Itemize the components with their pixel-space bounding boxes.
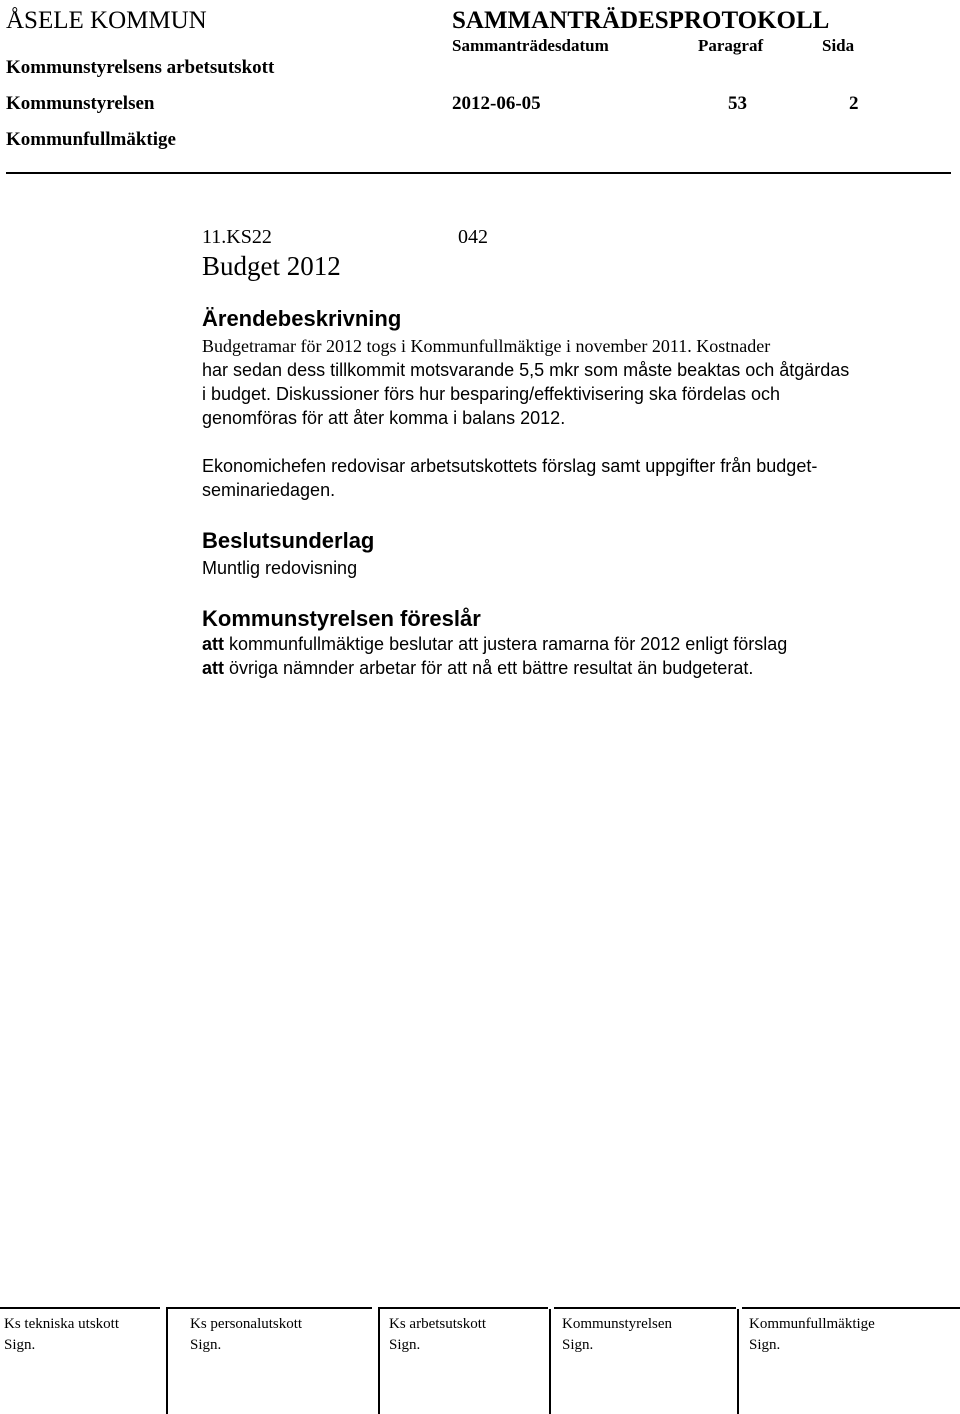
meeting-date: 2012-06-05 xyxy=(452,93,541,114)
basis-heading: Beslutsunderlag xyxy=(202,528,375,553)
footer-rule xyxy=(378,1307,548,1309)
proposal-heading: Kommunstyrelsen föreslår xyxy=(202,606,481,631)
att-keyword: att xyxy=(202,634,224,654)
footer-rule xyxy=(166,1307,372,1309)
proposal-item-2 xyxy=(202,658,753,679)
proposal-text: övriga nämnder arbetar för att nå ett bättre resultat än budgeterat. xyxy=(229,658,754,678)
footer-divider xyxy=(549,1309,551,1414)
footer-rule xyxy=(0,1307,160,1309)
description-line: seminariedagen. xyxy=(202,480,336,500)
sign-label: Sign. xyxy=(190,1337,222,1353)
footer-divider xyxy=(737,1309,739,1414)
sign-label: Sign. xyxy=(389,1337,421,1353)
body-name-ks: Kommunstyrelsen xyxy=(6,93,155,114)
signature-cell xyxy=(4,1314,119,1356)
description-paragraph-1 xyxy=(202,334,922,430)
description-line: har sedan dess tillkommit motsvarande 5,5 mkr som måste beaktas och åtgärdas xyxy=(202,360,850,380)
footer-divider xyxy=(378,1309,380,1414)
proposal-item-1 xyxy=(202,634,787,655)
case-number: 11.KS22 xyxy=(202,226,272,248)
signature-column-title: Ks personalutskott xyxy=(190,1316,303,1332)
page-number: 2 xyxy=(849,93,859,114)
sign-label: Sign. xyxy=(562,1337,594,1353)
description-line: genomföras för att åter komma i balans 2012. xyxy=(202,408,566,428)
signature-cell xyxy=(562,1314,672,1356)
description-line: i budget. Diskussioner förs hur besparing/effektivisering ska fördelas och xyxy=(202,384,780,404)
header-rule xyxy=(6,172,951,174)
body-name-kf: Kommunfullmäktige xyxy=(6,129,176,150)
case-code: 042 xyxy=(458,226,488,248)
sign-label: Sign. xyxy=(4,1337,36,1353)
description-line: Ekonomichefen redovisar arbetsutskottets förslag samt uppgifter från budget- xyxy=(202,456,818,476)
case-title: Budget 2012 xyxy=(202,251,341,281)
document-type: SAMMANTRÄDESPROTOKOLL xyxy=(452,7,830,34)
description-paragraph-2 xyxy=(202,454,922,502)
org-name: ÅSELE KOMMUN xyxy=(6,7,207,34)
description-line: Budgetramar för 2012 togs i Kommunfullmäktige i november 2011. Kostnader xyxy=(202,336,771,356)
signature-column-title: Ks arbetsutskott xyxy=(389,1316,487,1332)
att-keyword: att xyxy=(202,658,224,678)
paragraph-number: 53 xyxy=(728,93,747,114)
basis-text: Muntlig redovisning xyxy=(202,558,358,578)
signature-column-title: Ks tekniska utskott xyxy=(4,1316,119,1332)
signature-cell xyxy=(389,1314,486,1356)
signature-cell xyxy=(190,1314,302,1356)
description-heading: Ärendebeskrivning xyxy=(202,306,402,331)
page-column-label: Sida xyxy=(822,36,855,55)
paragraph-column-label: Paragraf xyxy=(698,36,764,55)
date-column-label: Sammanträdesdatum xyxy=(452,36,609,55)
body-name-au: Kommunstyrelsens arbetsutskott xyxy=(6,57,275,78)
signature-column-title: Kommunstyrelsen xyxy=(562,1316,672,1332)
proposal-text: kommunfullmäktige beslutar att justera ramarna för 2012 enligt förslag xyxy=(229,634,788,654)
footer-rule xyxy=(554,1307,736,1309)
footer-divider xyxy=(166,1309,168,1414)
signature-column-title: Kommunfullmäktige xyxy=(749,1316,875,1332)
footer-rule xyxy=(742,1307,960,1309)
signature-cell xyxy=(749,1314,875,1356)
sign-label: Sign. xyxy=(749,1337,781,1353)
